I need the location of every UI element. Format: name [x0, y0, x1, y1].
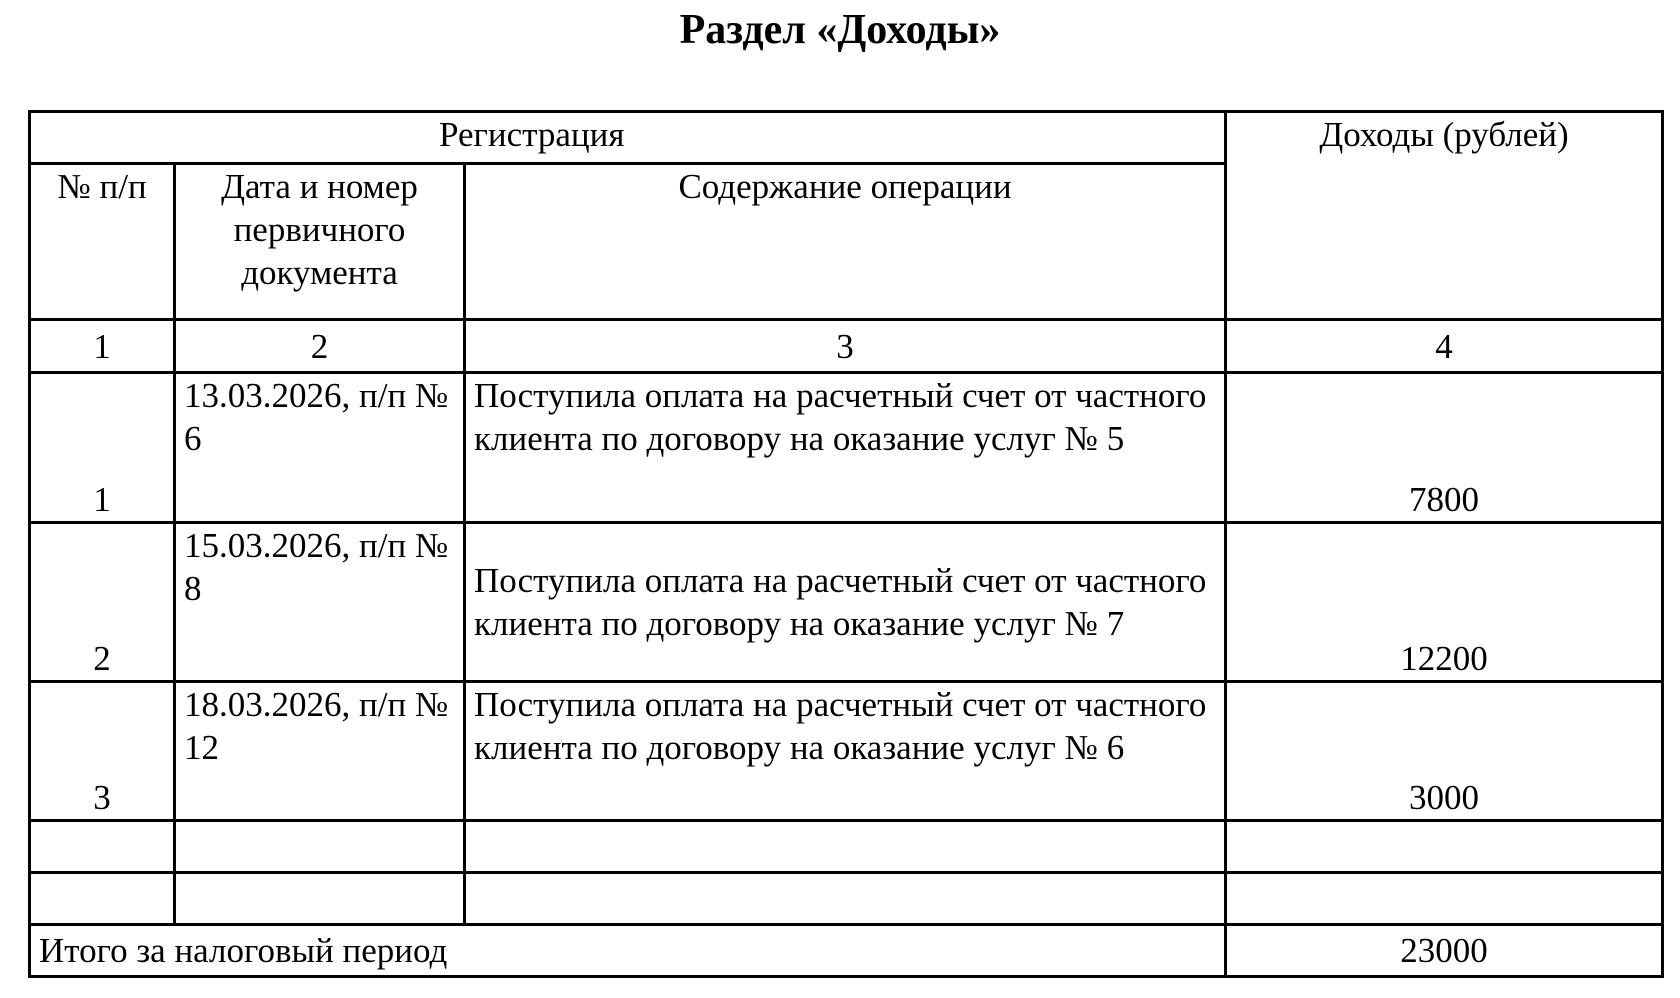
row-content: Поступила оплата на расчетный счет от частного клиента по договору на оказание услуг № 6: [465, 682, 1226, 821]
income-table: [28, 110, 1664, 978]
content-header: Содержание операции: [465, 164, 1226, 320]
row-income: 7800: [1226, 373, 1663, 523]
row-income: 3000: [1226, 682, 1663, 821]
column-number-row: [30, 320, 1663, 373]
table-row: [30, 682, 1663, 821]
empty-cell: [30, 821, 175, 873]
empty-cell: [1226, 873, 1663, 925]
row-date-doc: 15.03.2026, п/п № 8: [175, 523, 465, 682]
row-income: 12200: [1226, 523, 1663, 682]
header-row-group: [30, 112, 1663, 164]
row-date-doc: 13.03.2026, п/п № 6: [175, 373, 465, 523]
total-row: [30, 925, 1663, 977]
row-num: 1: [30, 373, 175, 523]
registration-header-cell: [30, 112, 1226, 164]
empty-cell: [1226, 821, 1663, 873]
column-number: 4: [1226, 320, 1663, 373]
table-row: [30, 373, 1663, 523]
registration-header: Регистрация: [439, 115, 625, 154]
total-label: Итого за налоговый период: [30, 925, 1226, 977]
total-value: 23000: [1226, 925, 1663, 977]
section-title: Раздел «Доходы»: [679, 7, 1001, 53]
row-num: 3: [30, 682, 175, 821]
column-number: 2: [175, 320, 465, 373]
income-header: Доходы (рублей): [1226, 112, 1663, 320]
empty-cell: [465, 821, 1226, 873]
date-doc-header: Дата и номер первичного документа: [175, 164, 465, 320]
table-row: [30, 523, 1663, 682]
column-number: 1: [30, 320, 175, 373]
row-content: Поступила оплата на расчетный счет от частного клиента по договору на оказание услуг № 5: [465, 373, 1226, 523]
num-header: № п/п: [30, 164, 175, 320]
empty-row: [30, 873, 1663, 925]
empty-cell: [175, 873, 465, 925]
empty-row: [30, 821, 1663, 873]
row-content: Поступила оплата на расчетный счет от частного клиента по договору на оказание услуг № 7: [465, 523, 1226, 682]
empty-cell: [465, 873, 1226, 925]
empty-cell: [175, 821, 465, 873]
row-date-doc: 18.03.2026, п/п № 12: [175, 682, 465, 821]
row-num: 2: [30, 523, 175, 682]
empty-cell: [30, 873, 175, 925]
column-number: 3: [465, 320, 1226, 373]
